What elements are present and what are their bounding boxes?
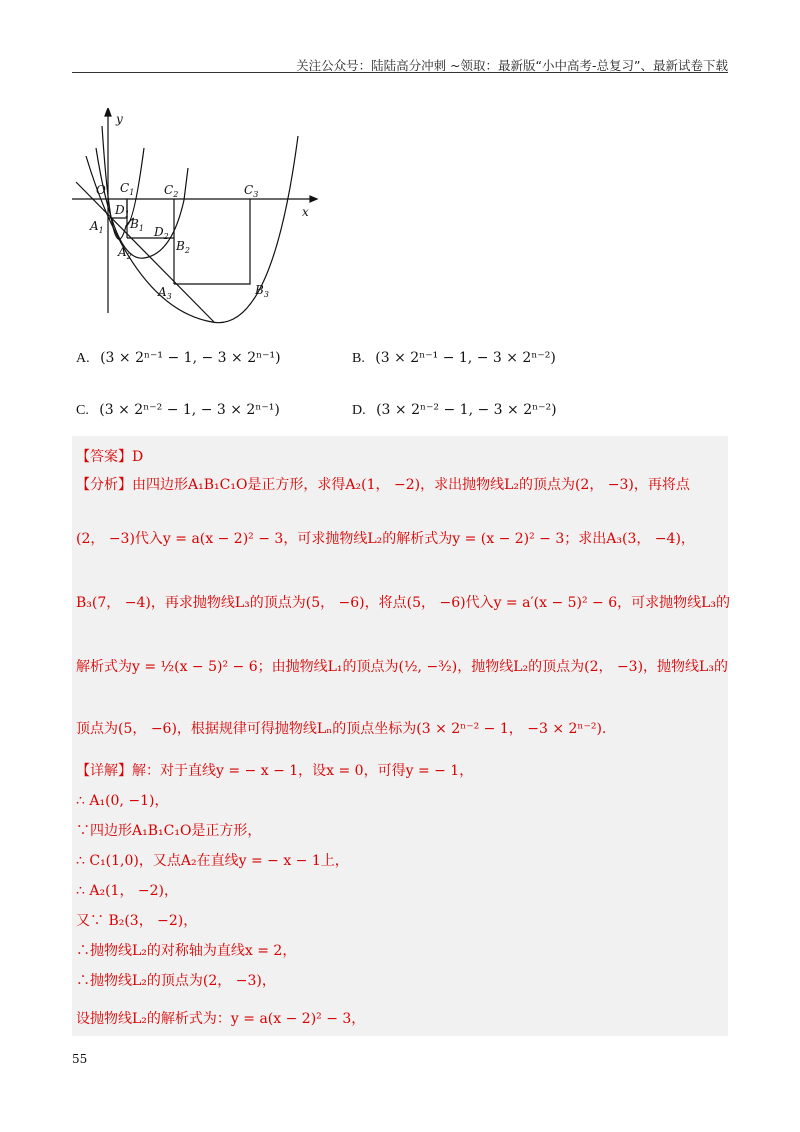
detail-line-8: ∴抛物线L₂的顶点为(2， −3)，: [76, 973, 276, 989]
label-a3: $A_3$: [158, 285, 172, 301]
detail-line-6: 又∵ B₂(3， −2)，: [76, 913, 198, 929]
label-b1: $B_1$: [130, 217, 144, 233]
option-d[interactable]: [352, 402, 557, 419]
option-a-expr: (3 × 2ⁿ⁻¹ − 1, − 3 × 2ⁿ⁻¹): [100, 350, 281, 366]
header-rule: [72, 72, 728, 73]
analysis-line-1: [76, 474, 690, 494]
label-a1: $A_1$: [90, 219, 104, 235]
label-b3: $B_3$: [255, 283, 269, 299]
analysis-line-5: 顶点为(5， −6)，根据规律可得抛物线Lₙ的顶点坐标为(3 × 2ⁿ⁻² − 1， −3 × 2ⁿ⁻²).: [76, 721, 607, 737]
detail-tag: 【详解】: [76, 763, 132, 779]
detail-text-1: 解：对于直线y = − x − 1，设x = 0，可得y = − 1，: [132, 763, 474, 779]
answer-value: D: [132, 449, 144, 465]
answer-line: [76, 446, 143, 466]
detail-line-9: 设抛物线L₂的解析式为：y = a(x − 2)² − 3，: [76, 1011, 366, 1027]
option-d-expr: (3 × 2ⁿ⁻² − 1, − 3 × 2ⁿ⁻²): [376, 402, 557, 418]
label-d2: $D_2$: [154, 225, 169, 241]
parabola-figure: [72, 108, 324, 330]
label-c2: $C_2$: [164, 183, 179, 199]
label-c3: $C_3$: [244, 183, 259, 199]
option-a[interactable]: [76, 350, 281, 367]
page-number: 55: [72, 1052, 88, 1066]
option-b-letter: B.: [352, 351, 365, 366]
detail-line-5: ∴ A₂(1， −2)，: [76, 883, 178, 899]
option-b-expr: (3 × 2ⁿ⁻¹ − 1, − 3 × 2ⁿ⁻²): [375, 350, 556, 366]
label-a2: $A_2$: [118, 245, 132, 261]
option-c[interactable]: [76, 402, 280, 419]
analysis-line-2: (2， −3)代入y = a(x − 2)² − 3，可求抛物线L₂的解析式为y = (x − 2)² − 3；求出A₃(3， −4)，: [76, 531, 695, 547]
option-c-letter: C.: [76, 403, 89, 418]
detail-line-3: ∵四边形A₁B₁C₁O是正方形，: [76, 823, 262, 839]
detail-line-4: ∴ C₁(1,0)，又点A₂在直线y = − x − 1上，: [76, 853, 349, 869]
detail-line-2: ∴ A₁(0, −1)，: [76, 793, 169, 809]
square-3: [174, 199, 250, 284]
option-b[interactable]: [352, 350, 556, 367]
analysis-text-1: 由四边形A₁B₁C₁O是正方形，求得A₂(1， −2)，求出抛物线L₂的顶点为(2， −3)，再将点: [132, 477, 690, 493]
label-o: O: [96, 183, 106, 197]
answer-tag: 【答案】: [76, 449, 132, 465]
label-y: y: [116, 112, 123, 126]
line: [76, 182, 214, 322]
page-header: 关注公众号：陆陆高分冲刺 ~领取：最新版“小中高考-总复习”、最新试卷下载: [296, 58, 728, 73]
label-c1: $C_1$: [120, 181, 135, 197]
label-d1: $D_1$: [115, 203, 130, 219]
option-d-letter: D.: [352, 403, 366, 418]
analysis-line-3: B₃(7， −4)，再求抛物线L₃的顶点为(5， −6)，将点(5， −6)代入y = a′(x − 5)² − 6，可求抛物线L₃的: [76, 595, 731, 611]
y-axis-arrow: [105, 108, 111, 116]
option-a-letter: A.: [76, 351, 90, 366]
detail-line-1: [76, 760, 473, 780]
analysis-line-4: 解析式为y = ½(x − 5)² − 6；由抛物线L₁的顶点为(½, −³⁄₂)，抛物线L₂的顶点为(2， −3)，抛物线L₃的: [76, 659, 728, 675]
label-b2: $B_2$: [176, 239, 190, 255]
label-x: x: [302, 205, 309, 219]
analysis-tag: 【分析】: [76, 477, 132, 493]
option-c-expr: (3 × 2ⁿ⁻² − 1, − 3 × 2ⁿ⁻¹): [99, 402, 280, 418]
x-axis-arrow: [310, 196, 317, 202]
detail-line-7: ∴抛物线L₂的对称轴为直线x = 2，: [76, 943, 297, 959]
